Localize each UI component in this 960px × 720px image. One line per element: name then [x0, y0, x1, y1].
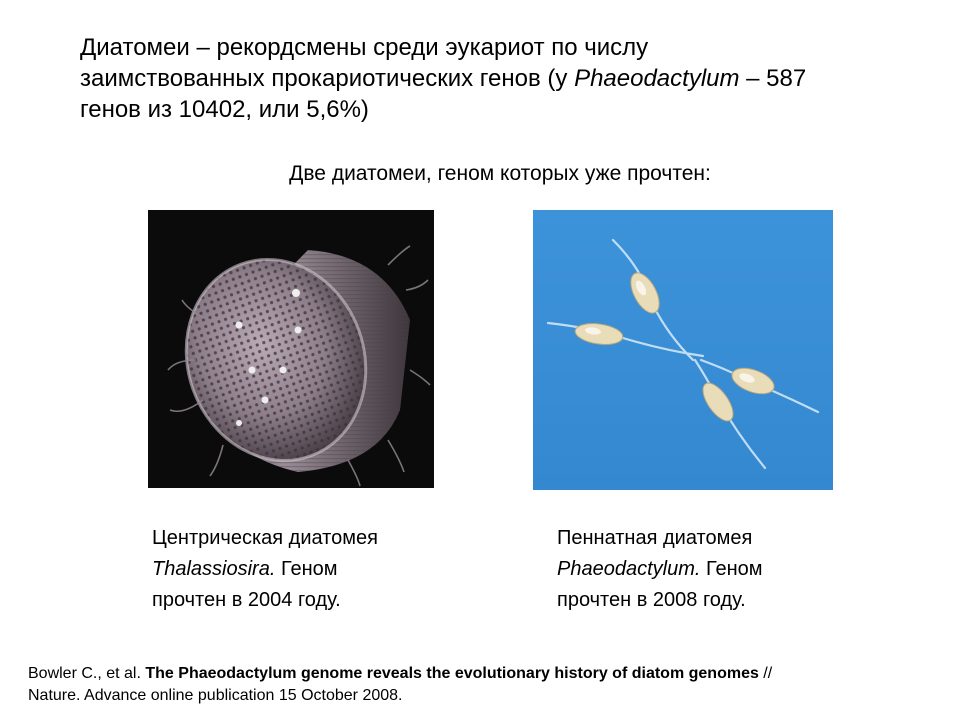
thalassiosira-caption	[152, 523, 378, 616]
left-caption-line-3: прочтен в 2004 году.	[152, 589, 341, 611]
right-caption-genus: Phaeodactylum.	[557, 558, 701, 580]
right-caption-line-3: прочтен в 2008 году.	[557, 589, 746, 611]
right-caption-line-2-suffix: Геном	[700, 558, 763, 580]
phaeodactylum-caption	[557, 523, 763, 616]
title-line-1: Диатомеи – рекордсмены среди эукариот по числу	[80, 34, 649, 61]
slide-title	[80, 32, 910, 125]
left-caption-line-1: Центрическая диатомея	[152, 527, 378, 549]
citation-authors: Bowler C., et al.	[28, 665, 146, 682]
title-line-3: генов из 10402, или 5,6%)	[80, 96, 369, 123]
citation-line-2: Nature. Advance online publication 15 October 2008.	[28, 687, 403, 704]
title-line-2	[80, 63, 910, 94]
title-line-2-prefix: заимствованных прокариотических генов (у	[80, 65, 575, 92]
right-caption-line-2	[557, 554, 763, 585]
phaeodactylum-photo	[533, 210, 833, 490]
thalassiosira-photo	[148, 210, 434, 488]
left-caption-genus: Thalassiosira.	[152, 558, 276, 580]
left-caption-line-2	[152, 554, 378, 585]
citation-line-1	[28, 663, 938, 685]
title-genus: Phaeodactylum	[574, 65, 740, 92]
section-subtitle: Две диатомеи, геном которых уже прочтен:	[289, 162, 711, 185]
citation	[28, 663, 938, 707]
citation-title: The Phaeodactylum genome reveals the evolutionary history of diatom genomes	[145, 665, 759, 682]
right-caption-line-1: Пеннатная диатомея	[557, 527, 753, 549]
citation-separator: //	[758, 665, 773, 682]
title-line-2-suffix: – 587	[739, 65, 807, 92]
left-caption-line-2-suffix: Геном	[275, 558, 338, 580]
